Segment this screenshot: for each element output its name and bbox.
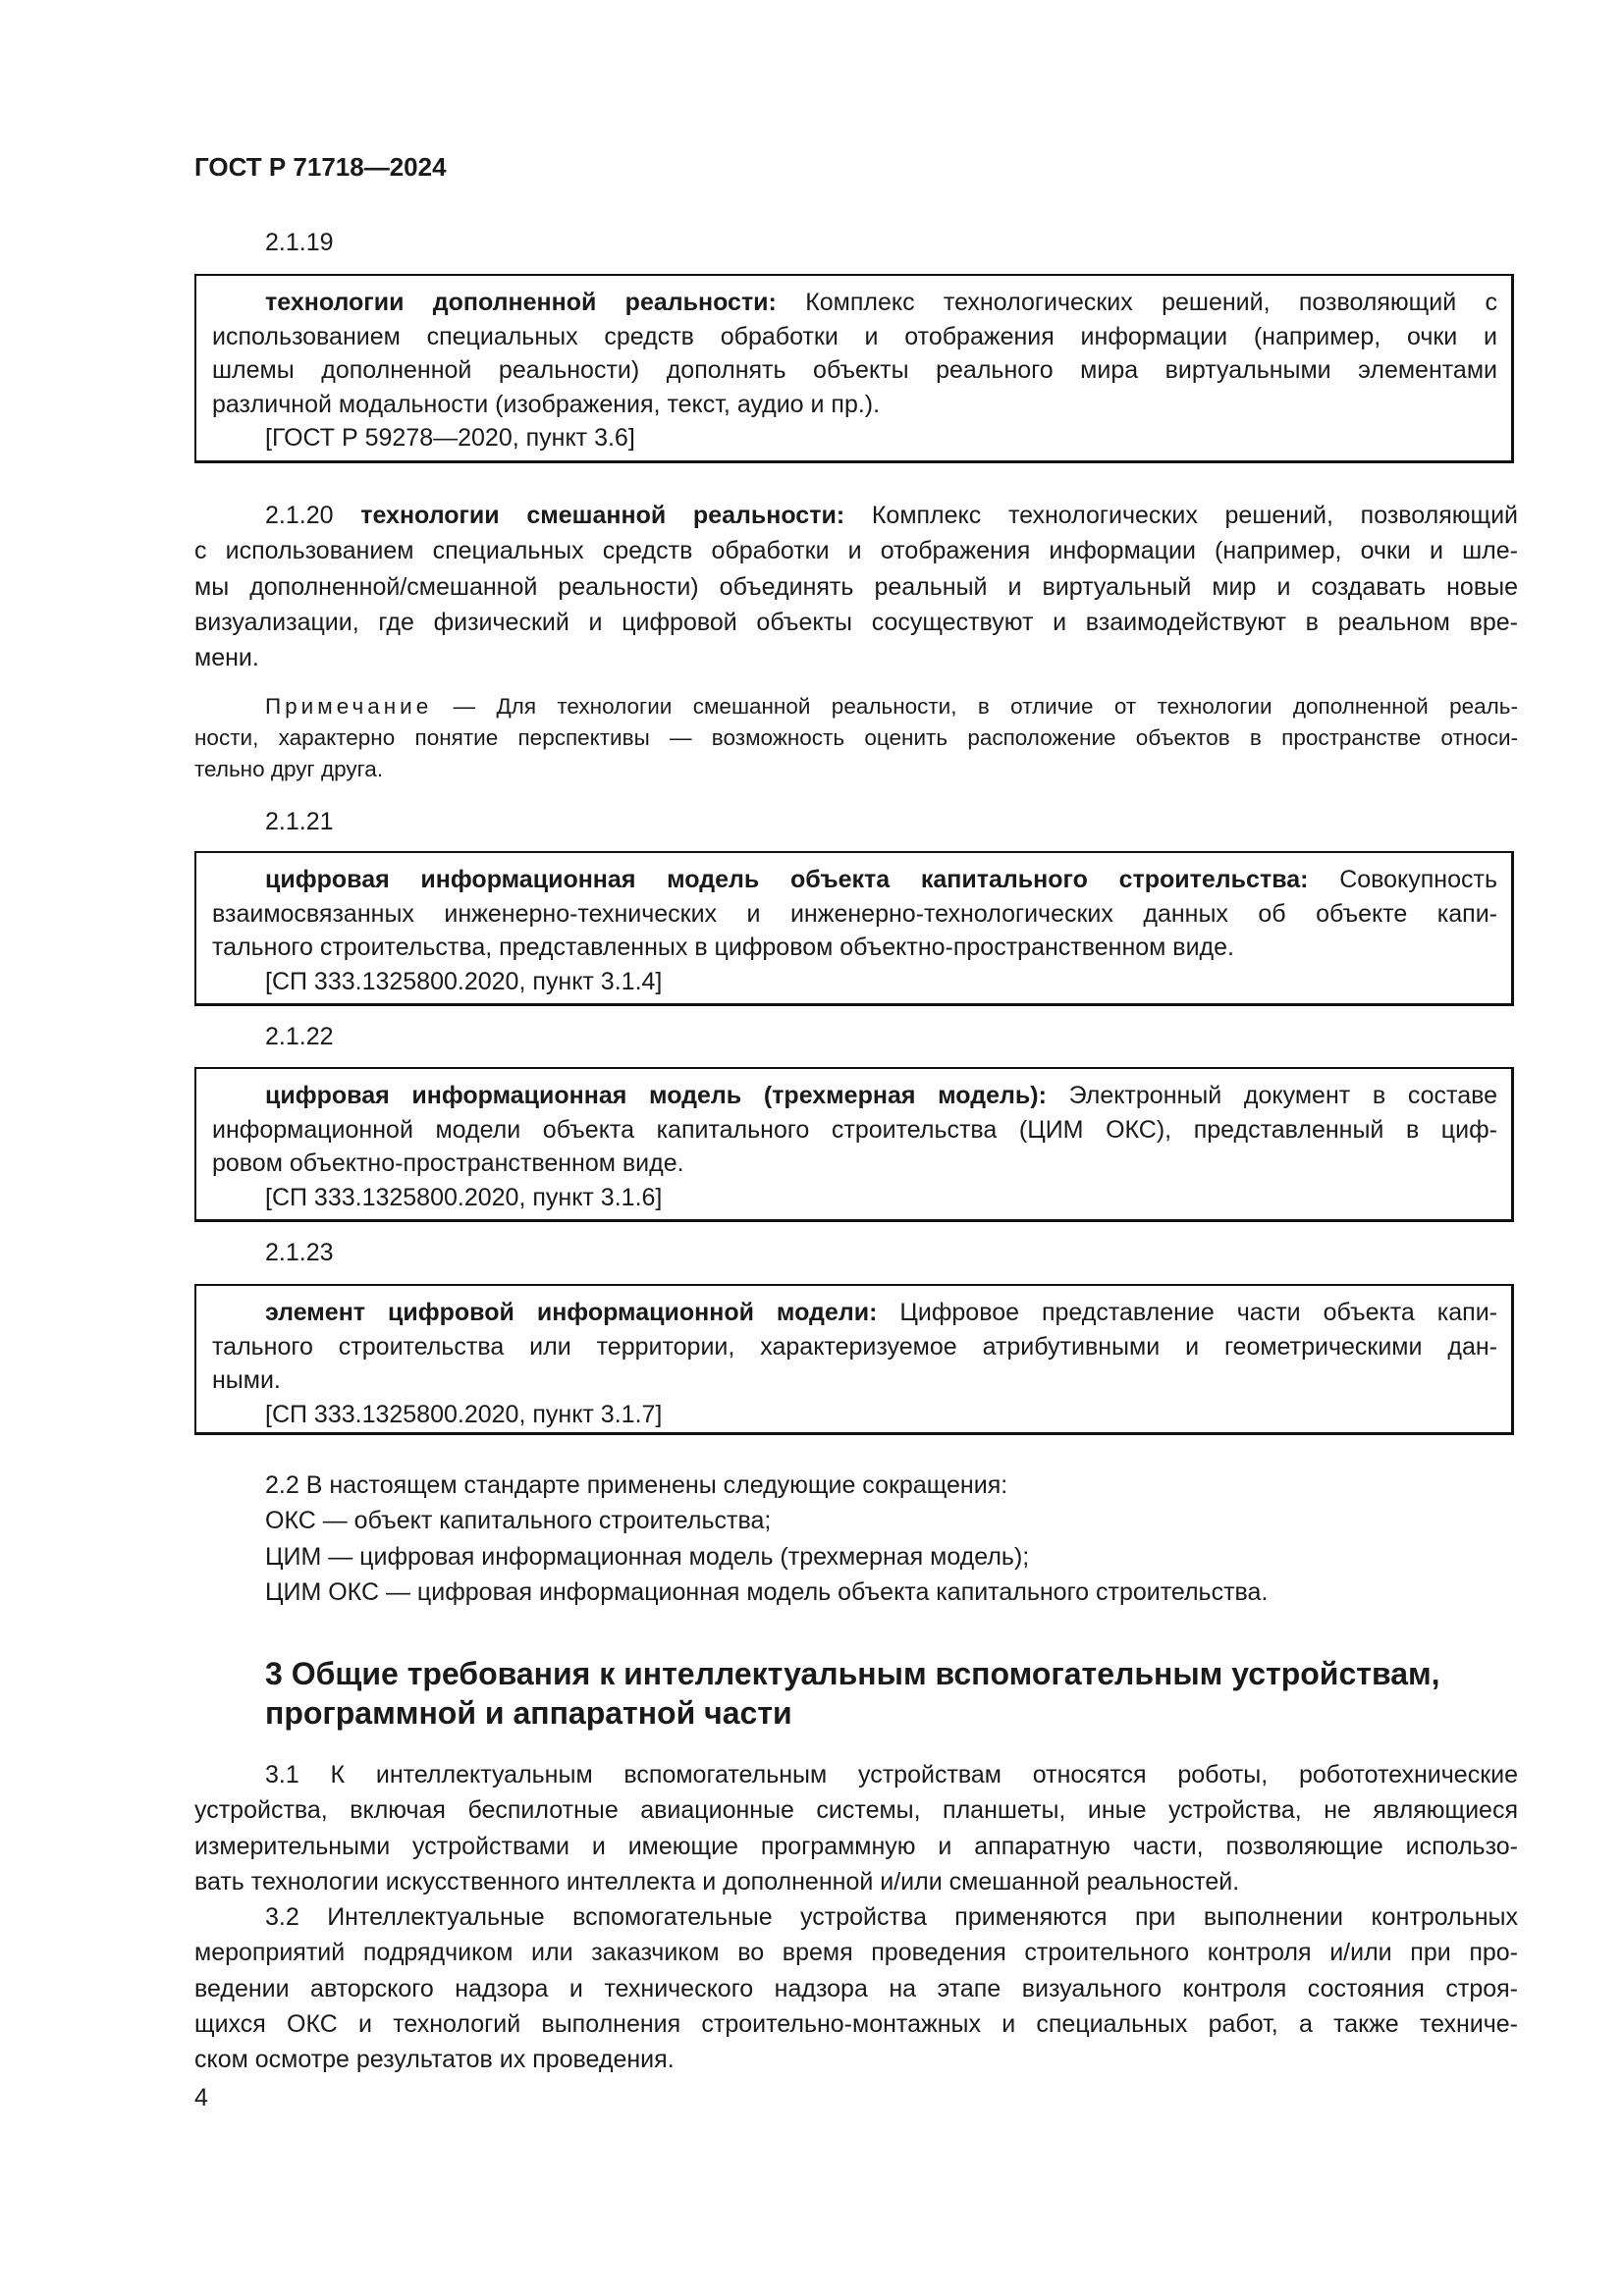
term-title: технологии смешанной реальности:: [360, 502, 845, 529]
section-heading: [265, 1654, 1518, 1733]
term-source: [СП 333.1325800.2020, пункт 3.1.4]: [265, 967, 663, 995]
term-number: 2.1.19: [265, 229, 334, 256]
note-line: ности, характерно понятие перспективы — возможность оценить расположение объектов в пространстве относи-: [194, 725, 1518, 750]
paragraph-3-1-line: вать технологии искусственного интеллекта и дополненной и/или смешанной реальностей.: [194, 1867, 1240, 1896]
term-line: тального строительства, представленных в цифровом объектно-пространственном виде.: [212, 934, 1234, 961]
abbreviations: [265, 1468, 1518, 1610]
paragraph-3-2-line: ском осмотре результатов их проведения.: [194, 2046, 675, 2074]
abbreviation-item: ЦИМ ОКС — цифровая информационная модель объекта капитального строительства.: [265, 1577, 1269, 1606]
term-line: визуализации, где физический и цифровой объекты сосуществуют и взаимодействуют в реальном вре-: [194, 608, 1518, 636]
term-number: 2.1.20: [265, 502, 334, 529]
document-header: ГОСТ Р 71718—2024: [194, 152, 447, 182]
term-line: ровом объектно-пространственном виде.: [212, 1149, 684, 1177]
term-line: мы дополненной/смешанной реальности) объединять реальный и виртуальный мир и создавать новые: [194, 572, 1518, 601]
term-source: [СП 333.1325800.2020, пункт 3.1.7]: [265, 1400, 663, 1428]
note-line: [194, 691, 1518, 722]
note-text: — Для технологии смешанной реальности, в отличие от технологии дополненной реаль-: [432, 694, 1518, 719]
paragraph-3-1-line: устройства, включая беспилотные авиационные системы, планшеты, иные устройства, не являющиеся: [194, 1796, 1518, 1825]
paragraph-3-2-line: мероприятий подрядчиком или заказчиком во время проведения строительного контроля и/или при про-: [194, 1939, 1518, 1967]
term-title: цифровая информационная модель (трехмерная модель):: [265, 1082, 1047, 1109]
page-number: 4: [194, 2084, 208, 2111]
term-line: различной модальности (изображения, текст, аудио и пр.).: [212, 390, 881, 418]
term-line: использованием специальных средств обработки и отображения информации (например, очки и: [212, 322, 1497, 350]
term-box-2-1-22: [194, 1067, 1514, 1222]
term-number: 2.1.21: [265, 808, 334, 835]
note-label: Примечание: [265, 694, 433, 719]
term-number: 2.1.23: [265, 1239, 334, 1266]
term-line: информационной модели объекта капитального строительства (ЦИМ ОКС), представленный в циф-: [212, 1115, 1497, 1144]
paragraph-3-1-line: 3.1 К интеллектуальным вспомогательным устройствам относятся роботы, робототехнические: [265, 1761, 1518, 1789]
term-line: шлемы дополненной реальности) дополнять объекты реального мира виртуальными элементами: [212, 356, 1497, 384]
paragraph-3-2-line: щихся ОКС и технологий выполнения строительно-монтажных и специальных работ, а также техниче-: [194, 2010, 1518, 2039]
abbreviation-item: ЦИМ — цифровая информационная модель (трехмерная модель);: [265, 1542, 1030, 1571]
section-body: [194, 1758, 1518, 2079]
term-line: с использованием специальных средств обработки и отображения информации (например, очки и шле-: [194, 537, 1518, 565]
term-text: Комплекс технологических решений, позволяющий: [844, 502, 1518, 529]
term-line: мени.: [194, 644, 259, 672]
term-text: Комплекс технологических решений, позволяющий с: [776, 289, 1497, 316]
paragraph-3-1-line: измерительными устройствами и имеющие программную и аппаратную части, позволяющие использо-: [194, 1832, 1518, 1860]
abbreviations-intro: 2.2 В настоящем стандарте применены следующие сокращения:: [265, 1471, 1008, 1499]
term-line: взаимосвязанных инженерно-технических и инженерно-технологических данных об объекте капи-: [212, 899, 1497, 928]
term-title: элемент цифровой информационной модели:: [265, 1299, 878, 1326]
section-heading-line: 3 Общие требования к интеллектуальным вспомогательным устройствам,: [265, 1656, 1440, 1691]
term-source: [ГОСТ Р 59278—2020, пункт 3.6]: [265, 424, 635, 452]
term-box-2-1-21: [194, 851, 1514, 1006]
term-line: [212, 1079, 1497, 1113]
term-source: [СП 333.1325800.2020, пункт 3.1.6]: [265, 1183, 663, 1211]
section-heading-line: программной и аппаратной части: [265, 1695, 792, 1731]
note: [194, 691, 1518, 785]
paragraph-3-2-line: ведении авторского надзора и технического надзора на этапе визуального контроля состояния строя-: [194, 1974, 1518, 2002]
term-text: Электронный документ в составе: [1046, 1082, 1497, 1109]
term-title: цифровая информационная модель объекта капитального строительства:: [265, 866, 1309, 893]
term-box-2-1-19: [194, 274, 1514, 463]
term-text: Цифровое представление части объекта капи-: [877, 1299, 1497, 1326]
term-number: 2.1.22: [265, 1023, 334, 1050]
term-line: тального строительства или территории, характеризуемое атрибутивными и геометрическими дан-: [212, 1332, 1497, 1361]
abbreviation-item: ОКС — объект капитального строительства;: [265, 1507, 772, 1535]
term-line: [212, 286, 1497, 320]
term-text: Совокупность: [1308, 866, 1497, 893]
term-line: ными.: [212, 1366, 281, 1394]
paragraph-3-2-line: 3.2 Интеллектуальные вспомогательные устройства применяются при выполнении контрольных: [265, 1903, 1518, 1932]
term-line: [212, 863, 1497, 897]
note-line: тельно друг друга.: [194, 757, 384, 781]
term-title: технологии дополненной реальности:: [265, 289, 777, 316]
term-box-2-1-23: [194, 1284, 1514, 1435]
term-line: [194, 498, 1518, 533]
term-line: [212, 1296, 1497, 1330]
term-paragraph-2-1-20: [194, 498, 1518, 675]
